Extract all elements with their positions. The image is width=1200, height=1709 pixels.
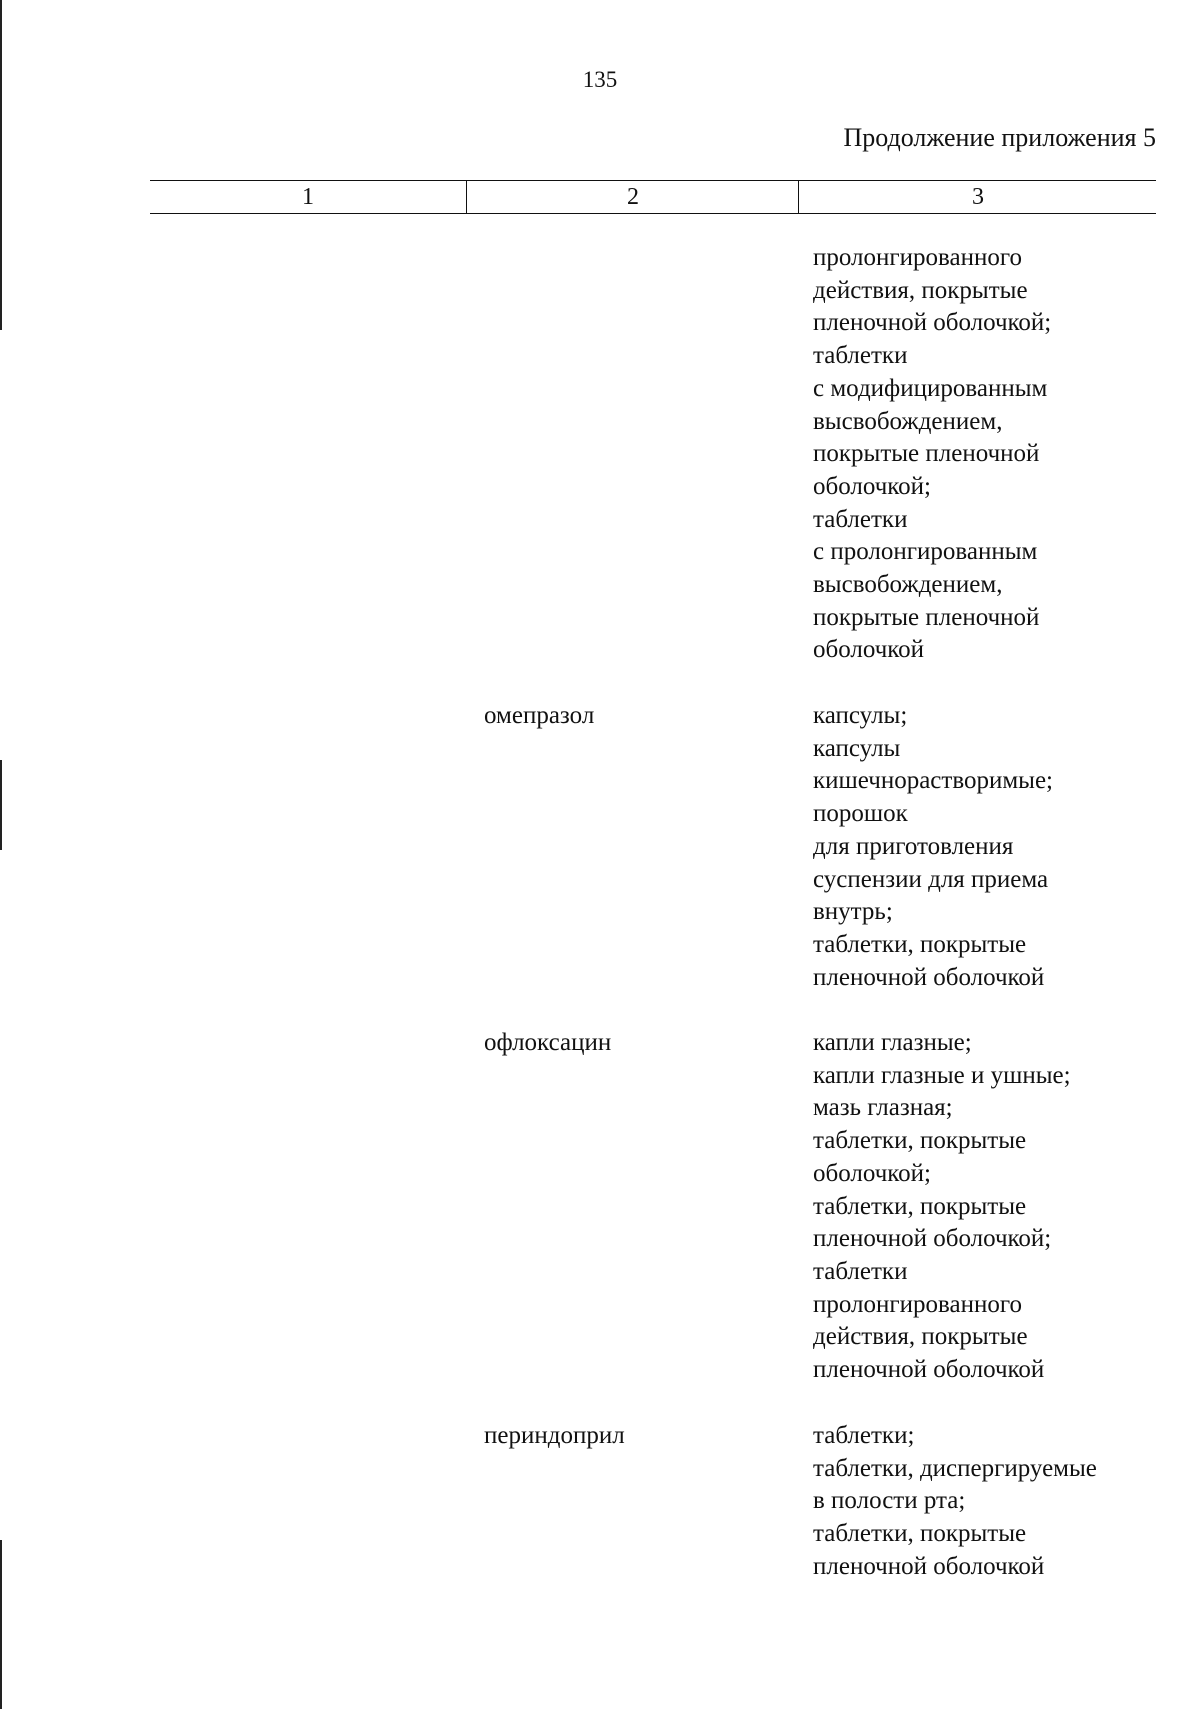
column-header-2: 2 — [466, 181, 799, 213]
form-line: пленочной оболочкой — [813, 963, 1045, 991]
scan-edge-top — [0, 0, 2, 330]
form-line: оболочкой — [813, 636, 925, 664]
drug-name: омепразол — [484, 702, 595, 729]
form-line: таблетки, диспергируемые — [813, 1454, 1097, 1482]
form-line: порошок — [813, 800, 908, 828]
continued-forms — [813, 242, 1051, 667]
form-line: мазь глазная; — [813, 1094, 953, 1122]
form-line: высвобождением, — [813, 407, 1003, 435]
dosage-forms — [813, 700, 1053, 994]
form-line: суспензии для приема — [813, 865, 1049, 893]
form-line: таблетки; — [813, 1422, 915, 1449]
form-line: в полости рта; — [813, 1487, 966, 1515]
form-line: таблетки — [813, 342, 908, 370]
form-line: таблетки, покрытые — [813, 1127, 1027, 1155]
form-line: таблетки, покрытые — [813, 930, 1027, 958]
form-line: пленочной оболочкой — [813, 1552, 1045, 1580]
form-line: капсулы — [813, 734, 901, 762]
form-line: высвобождением, — [813, 571, 1003, 599]
form-line: таблетки — [813, 505, 908, 533]
form-line: внутрь; — [813, 898, 893, 926]
form-line: оболочкой; — [813, 472, 931, 500]
form-line: действия, покрытые — [813, 1323, 1028, 1351]
form-line: покрытые пленочной — [813, 603, 1040, 631]
form-line: таблетки, покрытые — [813, 1520, 1027, 1548]
drug-name: периндоприл — [484, 1422, 625, 1449]
form-line: капли глазные; — [813, 1029, 972, 1056]
form-line: покрытые пленочной — [813, 440, 1040, 468]
page-number: 135 — [582, 67, 618, 92]
form-line: кишечнорастворимые; — [813, 767, 1053, 795]
form-line: пролонгированного — [813, 244, 1022, 271]
form-line: пленочной оболочкой; — [813, 309, 1052, 337]
column-header-3: 3 — [798, 181, 1157, 213]
column-header-1: 1 — [302, 184, 314, 210]
form-line: для приготовления — [813, 832, 1014, 860]
form-line: таблетки, покрытые — [813, 1192, 1027, 1220]
table-header-row — [150, 180, 1156, 214]
scan-edge-middle — [0, 760, 2, 850]
dosage-forms — [813, 1027, 1071, 1387]
scan-edge-bottom — [0, 1540, 2, 1709]
form-line: пленочной оболочкой; — [813, 1225, 1052, 1253]
form-line: капли глазные и ушные; — [813, 1061, 1071, 1089]
form-line: действия, покрытые — [813, 276, 1028, 304]
form-line: с пролонгированным — [813, 538, 1038, 566]
form-line: пролонгированного — [813, 1290, 1022, 1318]
form-line: пленочной оболочкой — [813, 1356, 1045, 1384]
form-line: оболочкой; — [813, 1159, 931, 1187]
drug-name: офлоксацин — [484, 1029, 612, 1056]
dosage-forms — [813, 1420, 1097, 1584]
form-line: с модифицированным — [813, 374, 1048, 402]
continuation-label: Продолжение приложения 5 — [843, 123, 1156, 152]
form-line: капсулы; — [813, 702, 908, 729]
form-line: таблетки — [813, 1257, 908, 1285]
